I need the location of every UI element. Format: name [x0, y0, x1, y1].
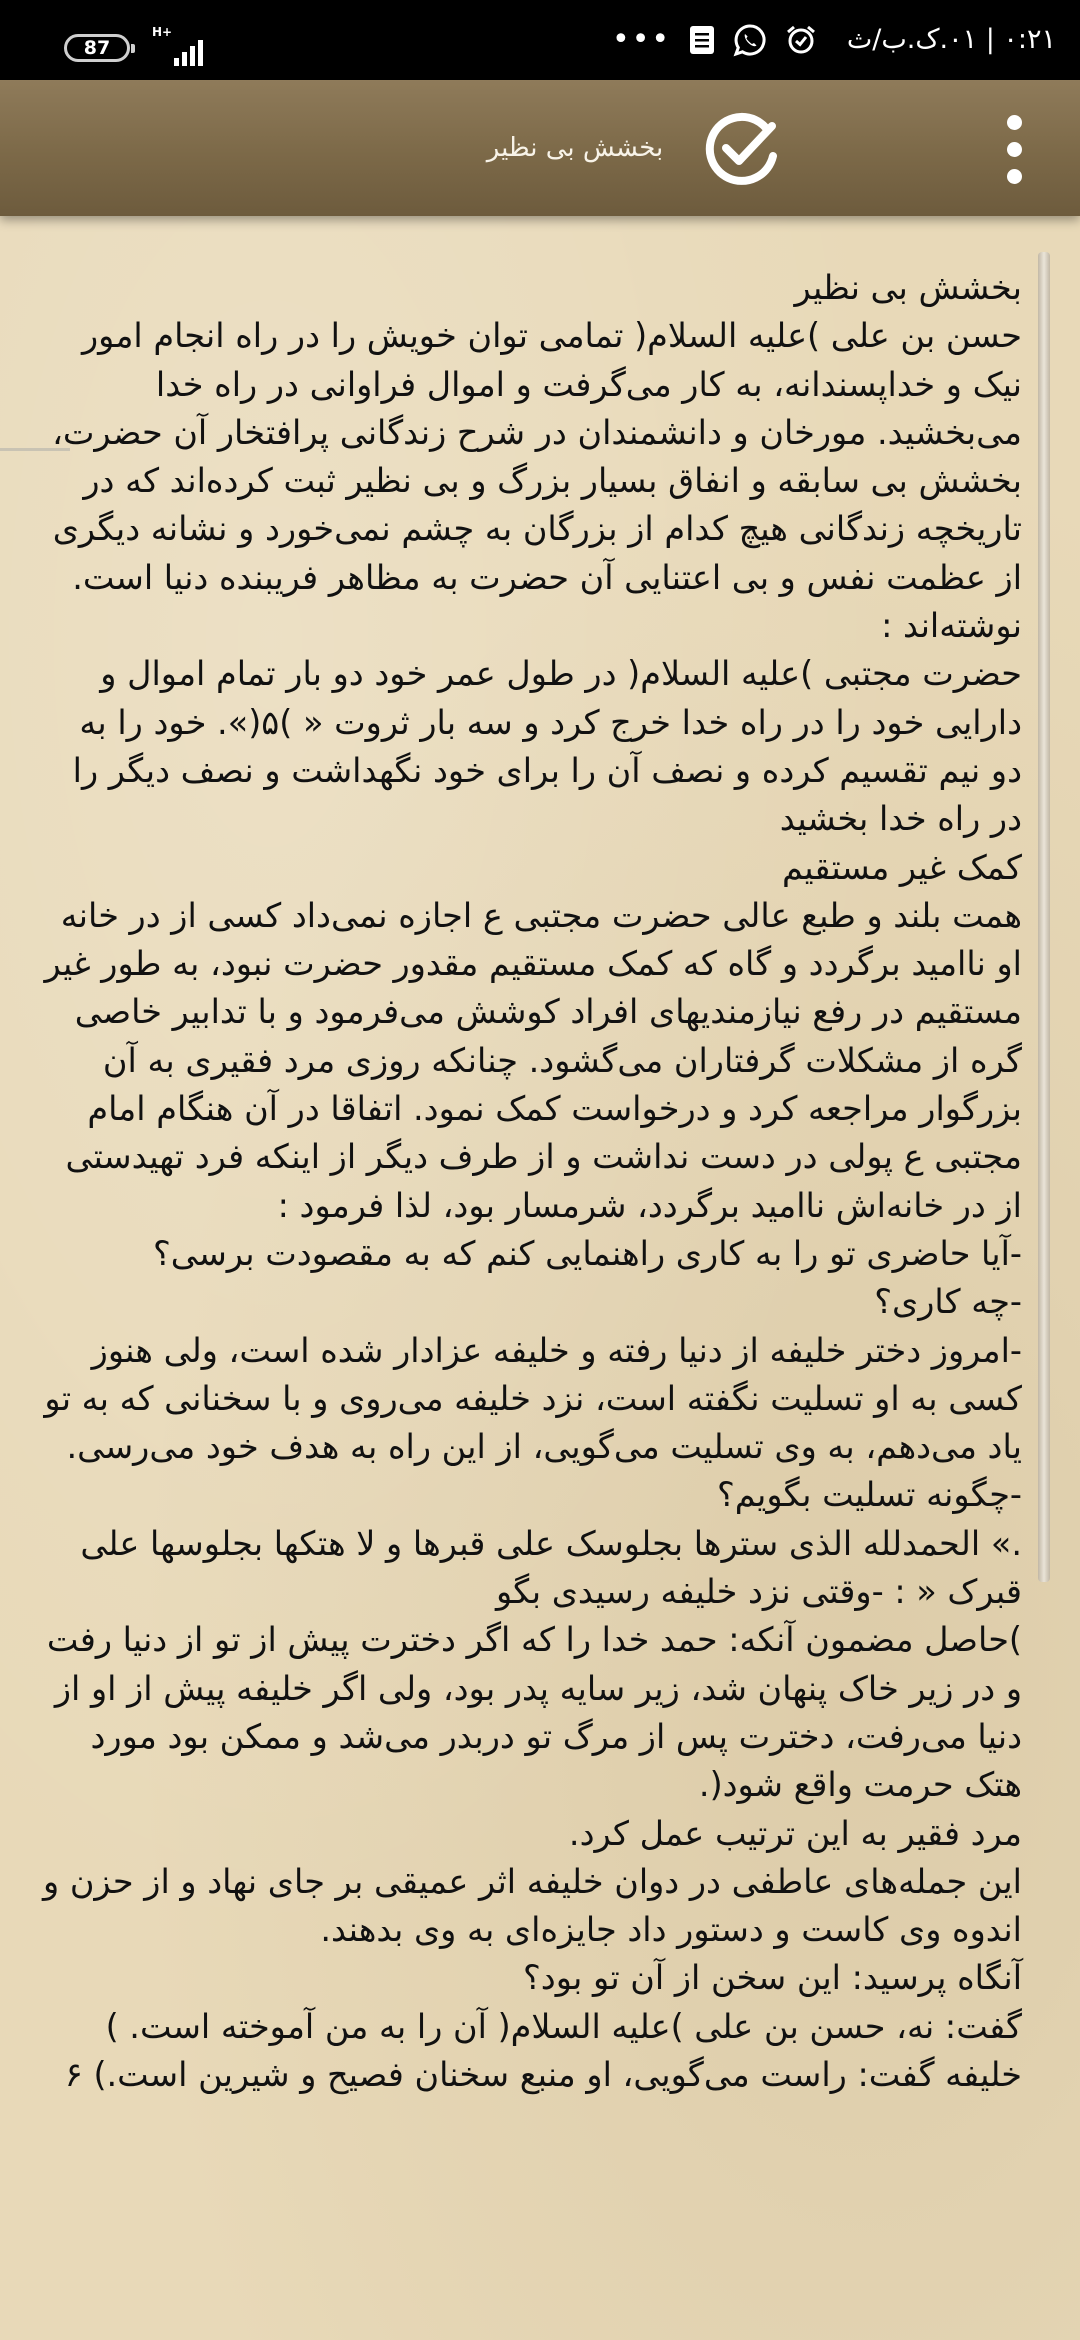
scrollbar[interactable]: [1038, 252, 1050, 1582]
reading-area[interactable]: [0, 216, 1080, 2340]
paragraph: همت بلند و طبع عالی حضرت مجتبی ع اجازه نمی‌داد کسی از در خانه او ناامید برگردد و گاه که کمک مستقیم مقدور حضرت نبود، به طور غیر مستقیم در رفع نیازمندیهای افراد کوشش می‌فرمود و با تدابیر خاصی گره از مشکلات گرفتاران می‌گشود. چنانکه روزی مرد فقیری به آن بزرگوار مراجعه کرد و درخواست کمک نمود. اتفاقا در آن هنگام امام مجتبی ع پولی در دست نداشت و از طرف دیگر از اینکه فرد تهیدستی از در خانه‌اش ناامید برگردد، شرمسار بود، لذا فرمود :: [44, 895, 1022, 1225]
status-clock: ۰:۲۱ | ۰۱.ک.ب/ث: [846, 24, 1056, 55]
cellular-signal-icon: [152, 26, 212, 66]
document-notification-icon: [689, 25, 715, 55]
paragraph: آنگاه پرسید: این سخن از آن تو بود؟: [523, 1958, 1022, 1998]
app-bar-title: بخشش بی نظیر: [486, 133, 664, 163]
paragraph: -چگونه تسلیت بگویم؟: [716, 1475, 1022, 1515]
paragraph: بخشش بی نظیر حسن بن علی )علیه السلام( تمامی توان خویش را در راه انجام امور نیک و خداپسندانه، به کار می‌گرفت و اموال فراوانی در راه خدا می‌بخشید. مورخان و دانشمندان در شرح زندگانی پرافتخار آن حضرت، بخشش بی سابقه و انفاق بسیار بزرگ و بی نظیر ثبت کرده‌اند که در تاریخچه زندگانی هیچ کدام از بزرگان به چشم نمی‌خورد و نشانه دیگری از عظمت نفس و بی اعتنایی آن حضرت به مظاهر فریبنده دنیا است. نوشته‌اند :: [52, 268, 1022, 646]
battery-level: 87: [83, 37, 111, 59]
section-heading: کمک غیر مستقیم: [782, 847, 1022, 887]
paragraph: .» الحمدلله الذی سترها بجلوسک علی قبرها و لا هتکها بجلوسها علی قبرک « : -وقتی نزد خلیفه رسیدی بگو: [80, 1523, 1022, 1612]
more-vert-icon[interactable]: [992, 108, 1036, 190]
paragraph: -آیا حاضری تو را به کاری راهنمایی کنم که به مقصودت برسی؟: [153, 1233, 1022, 1273]
paragraph: حضرت مجتبی )علیه السلام( در طول عمر خود دو بار تمام اموال و دارایی خود را در راه خدا خرج کرد و سه بار ثروت « )۵(». خود را به دو نیم تقسیم کرده و نصف آن را برای خود نگهداشت و نصف دیگر را در راه خدا بخشید: [72, 654, 1022, 839]
paragraph: -چه کاری؟: [874, 1282, 1022, 1322]
battery-indicator: [64, 34, 130, 62]
more-notifications-icon: •••: [612, 22, 672, 57]
paragraph: )حاصل مضمون آنکه: حمد خدا را که اگر دخترت پیش از تو از دنیا رفت و در زیر خاک پنهان شد، زیر سایه پدر بود، ولی اگر خلیفه پیش از او از دنیا می‌رفت، دخترت پس از مرگ تو دربدر می‌شد و ممکن بود مورد هتک حرمت واقع شود(.: [46, 1620, 1022, 1805]
paragraph: -امروز دختر خلیفه از دنیا رفته و خلیفه عزادار شده است، ولی هنوز کسی به او تسلیت نگفته است، نزد خلیفه می‌روی و با سخنانی که به تو یاد می‌دهم، به وی تسلیت می‌گویی، از این راه به هدف خود می‌رسی.: [44, 1330, 1022, 1467]
app-bar: [0, 80, 1080, 216]
status-bar: [0, 0, 1080, 80]
network-type: H+: [152, 25, 173, 39]
check-circle-icon[interactable]: [700, 108, 782, 190]
paragraph: این جمله‌های عاطفی در دوان خلیفه اثر عمیقی بر جای نهاد و از حزن و اندوه وی کاست و دستور داد جایزه‌ای به وی بدهند.: [43, 1861, 1022, 1950]
notification-icons: [612, 20, 817, 60]
article-text: [40, 264, 1022, 2099]
paragraph: مرد فقیر به این ترتیب عمل کرد.: [568, 1813, 1022, 1853]
paragraph: گفت: نه، حسن بن علی )علیه السلام( آن را به من آموخته است. ) خلیفه گفت: راست می‌گویی، او منبع سخنان فصیح و شیرین است.) ۶: [64, 2006, 1022, 2094]
whatsapp-icon: [733, 23, 767, 57]
alarm-clock-icon: [785, 24, 817, 56]
